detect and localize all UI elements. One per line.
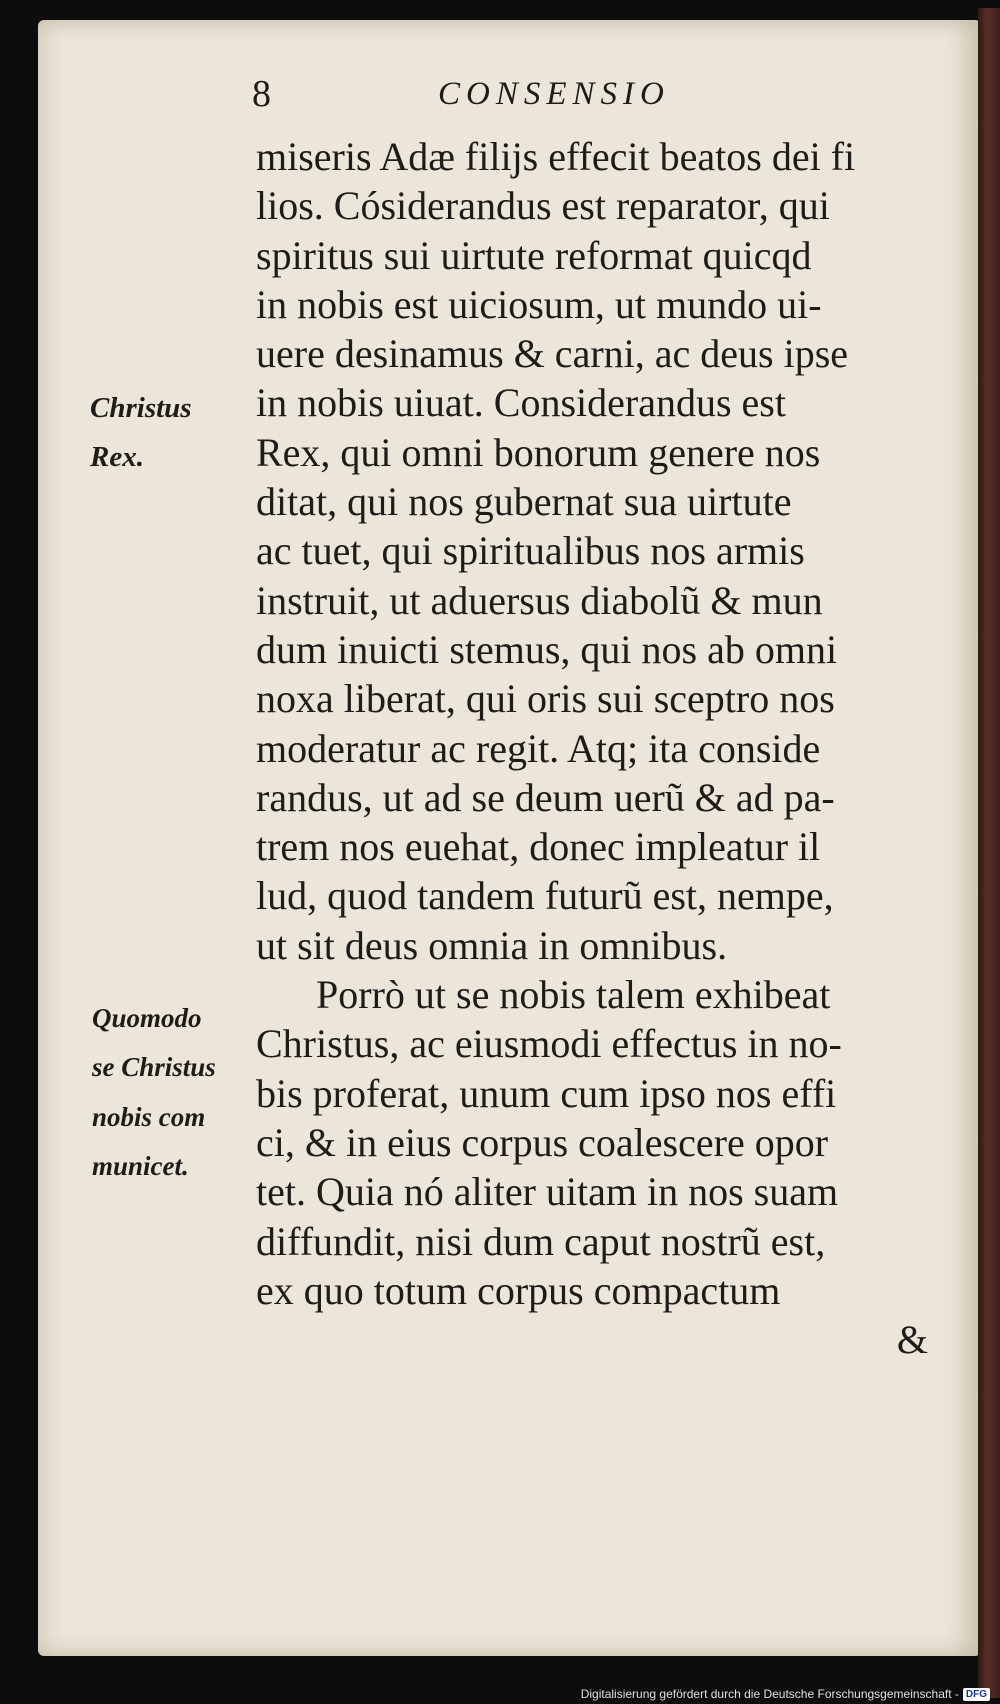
margin-note-christus-rex [90,384,192,482]
margin-note-quomodo [92,994,216,1191]
text-line: ditat, qui nos gubernat sua uirtute [256,479,792,525]
text-line: ci, & in eius corpus coalescere opor [256,1119,829,1165]
text-line: randus, ut ad se deum uerũ & ad pa- [256,774,835,820]
margin-note-line: Rex. [90,441,144,473]
digitization-credit [581,1687,990,1701]
text-line: instruit, ut aduersus diabolũ & mun [256,577,823,623]
text-line: ut sit deus omnia in omnibus. [256,922,728,968]
running-head: CONSENSIO [438,76,670,112]
text-line: Porrò ut se nobis talem exhibeat [316,972,831,1018]
text-line: noxa liberat, qui oris sui sceptro nos [256,676,835,722]
margin-note-line: municet. [92,1150,189,1181]
text-line: ac tuet, qui spiritualibus nos armis [256,528,805,574]
text-line: in nobis est uiciosum, ut mundo ui- [256,281,822,327]
page-number: 8 [252,73,271,115]
credit-text: Digitalisierung gefördert durch die Deutsche Forschungsgemeinschaft - [580,1687,959,1701]
text-line: trem nos euehat, donec impleatur il [256,824,821,870]
text-line: in nobis uiuat. Considerandus est [256,380,786,426]
page-header [252,72,892,122]
catchword: & [896,1317,928,1363]
book-edge [978,8,1000,1698]
text-line: Christus, ac eiusmodi effectus in no- [256,1021,842,1067]
text-line: Rex, qui omni bonorum genere nos [256,429,821,475]
text-line: lios. Cósiderandus est reparator, qui [256,183,830,229]
text-line: tet. Quia nó aliter uitam in nos suam [256,1169,839,1215]
margin-note-line: nobis com [92,1101,206,1132]
text-line: miseris Adæ filijs effecit beatos dei fi [256,134,856,179]
text-line: moderatur ac regit. Atq; ita conside [256,725,821,771]
dfg-logo: DFG [963,1688,990,1701]
text-line: spiritus sui uirtute reformat quicqd [256,232,812,278]
text-line: dum inuicti stemus, qui nos ab omni [256,626,838,672]
text-line: ex quo totum corpus compactum [256,1267,781,1313]
margin-note-line: se Christus [92,1052,216,1083]
margin-note-line: Quomodo [92,1003,202,1033]
text-line: bis proferat, unum cum ipso nos effi [256,1070,837,1116]
margin-note-line: Christus [90,392,192,424]
text-line: uere desinamus & carni, ac deus ipse [256,331,849,377]
text-line: lud, quod tandem futurũ est, nempe, [256,873,834,919]
body-text [256,132,936,1364]
text-line: diffundit, nisi dum caput nostrũ est, [256,1218,826,1264]
